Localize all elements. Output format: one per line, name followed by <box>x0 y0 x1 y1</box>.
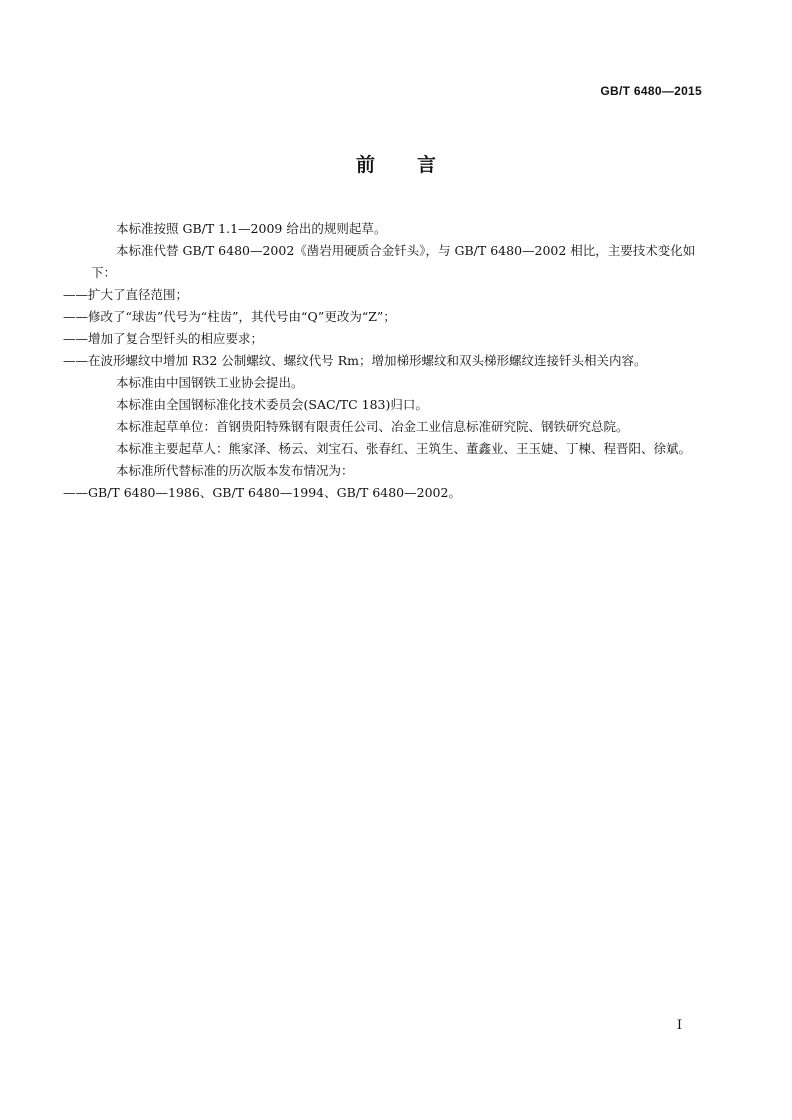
change-item-diameter: ——扩大了直径范围； <box>63 287 189 302</box>
history-item: ——GB/T 6480—1986、GB/T 6480—1994、GB/T 6480—2002。 <box>63 485 461 500</box>
page-number: I <box>676 1018 682 1033</box>
change-item-thread: ——在波形螺纹中增加 R32 公制螺纹、螺纹代号 Rm；增加梯形螺纹和双头梯形螺纹连接钎头相关内容。 <box>63 353 647 368</box>
paragraph-replacement: 本标准代替 GB/T 6480—2002《凿岩用硬质合金钎头》，与 GB/T 6480—2002 相比，主要技术变化如下： <box>91 243 696 280</box>
foreword-body <box>63 218 703 504</box>
change-item-composite: ——增加了复合型钎头的相应要求； <box>63 331 264 346</box>
paragraph-drafters: 本标准主要起草人：熊家泽、杨云、刘宝石、张春红、王筑生、董鑫业、王玉婕、丁楝、程晋阳、徐斌。 <box>116 441 692 456</box>
change-item-code: ——修改了“球齿”代号为“柱齿”，其代号由“Q”更改为“Z”； <box>63 309 396 324</box>
page-title: 前言 <box>355 154 478 176</box>
paragraph-drafting-rules: 本标准按照 GB/T 1.1—2009 给出的规则起草。 <box>116 221 387 236</box>
paragraph-proposer: 本标准由中国钢铁工业协会提出。 <box>116 375 304 390</box>
paragraph-drafting-units: 本标准起草单位：首钢贵阳特殊钢有限责任公司、冶金工业信息标准研究院、钢铁研究总院。 <box>116 419 629 434</box>
paragraph-committee: 本标准由全国钢标准化技术委员会(SAC/TC 183)归口。 <box>116 397 428 412</box>
paragraph-history-intro: 本标准所代替标准的历次版本发布情况为： <box>116 463 354 478</box>
standard-number: GB/T 6480—2015 <box>600 84 702 98</box>
